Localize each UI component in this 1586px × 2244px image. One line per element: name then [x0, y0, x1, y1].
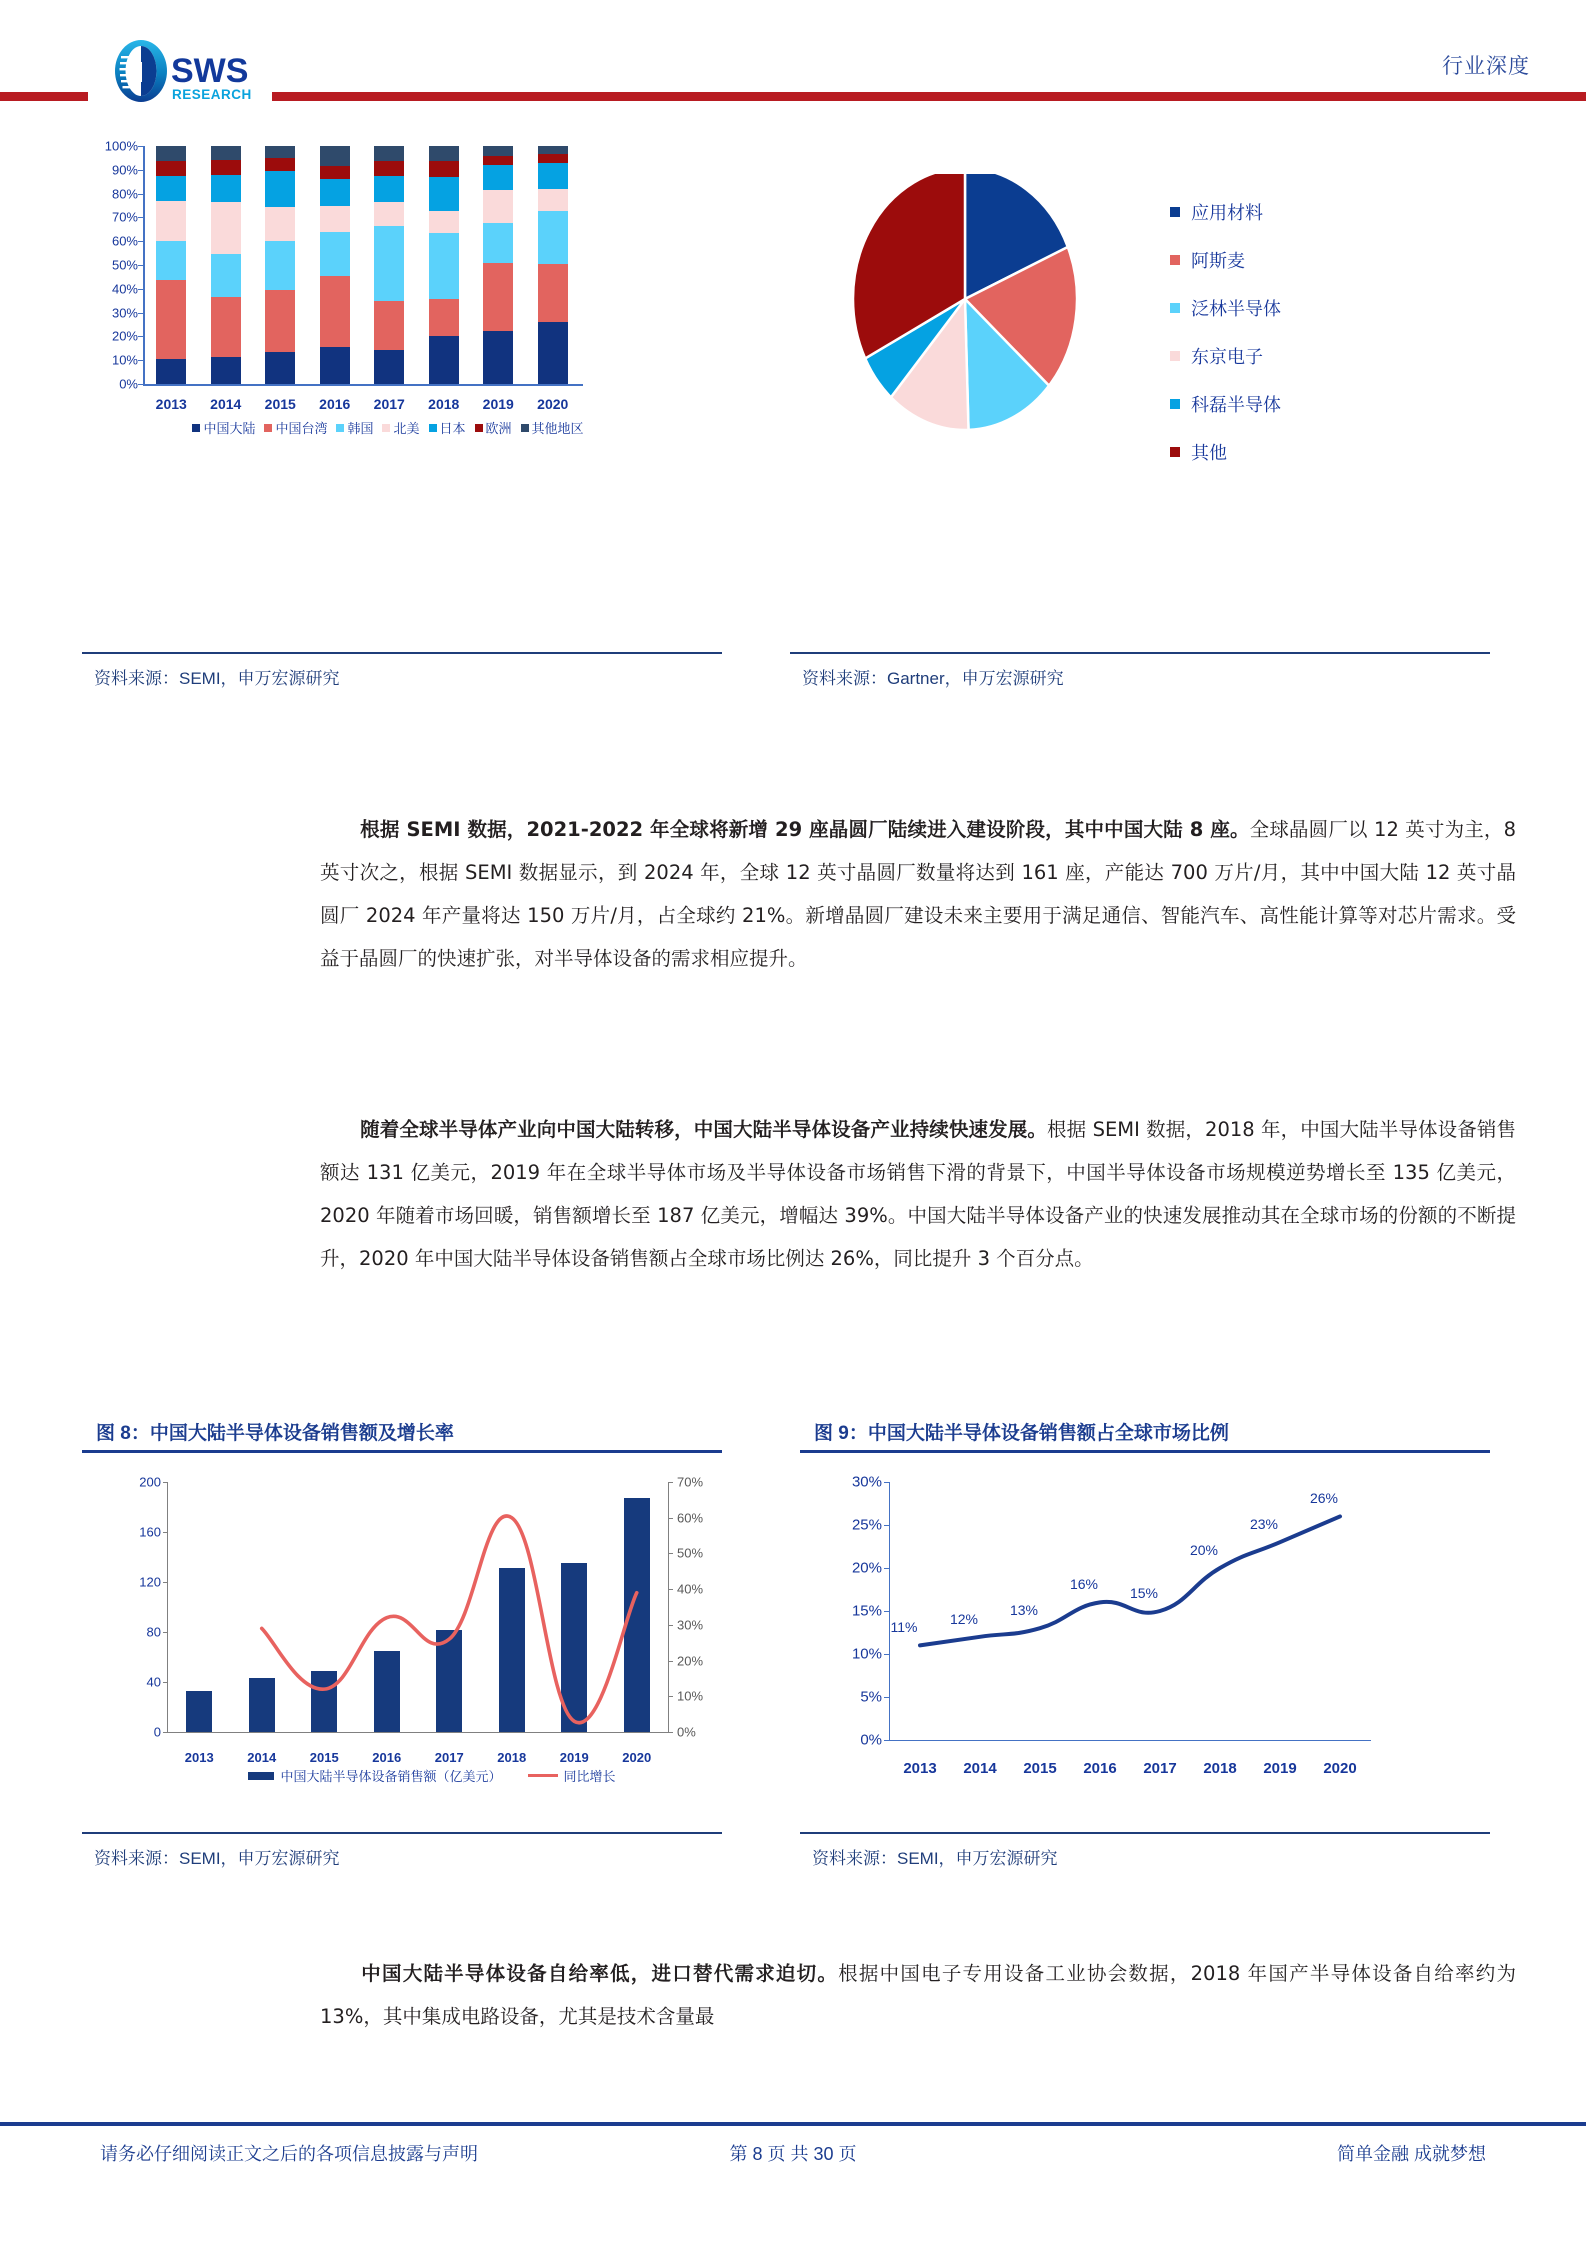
- legend-label: 欧洲: [485, 421, 512, 436]
- y-tick-label: 30%: [851, 1473, 882, 1491]
- figure9-chart: [800, 1470, 1500, 1810]
- stacked-bar-segment: [374, 161, 404, 176]
- figure6-source-rule: [82, 652, 722, 654]
- stacked-bar-segment: [538, 322, 568, 384]
- figure9-plot-area: [851, 1473, 1370, 1777]
- y-tick-mark: [138, 146, 144, 147]
- figure8-heading-rule: [82, 1450, 722, 1453]
- x-tick-label: 2015: [264, 396, 296, 412]
- figure8-source-rule: [82, 1832, 722, 1834]
- data-point-label: 12%: [949, 1610, 979, 1627]
- stacked-bar-segment: [320, 206, 350, 232]
- header-rule-left: [0, 92, 88, 101]
- stacked-bar-segment: [429, 211, 459, 233]
- x-tick-label: 2019: [482, 396, 514, 412]
- stacked-bar-segment: [538, 163, 568, 189]
- legend-swatch-icon: [1170, 399, 1180, 409]
- legend-label: 应用材料: [1191, 203, 1263, 223]
- legend-swatch-icon: [429, 424, 437, 432]
- growth-line-layer: [168, 1482, 668, 1732]
- y-tick-label: 50%: [111, 257, 138, 273]
- figure7-source: 资料来源：Gartner，申万宏源研究: [802, 669, 1064, 688]
- stacked-bar-segment: [156, 280, 186, 359]
- x-tick-label: 2018: [497, 1750, 527, 1765]
- y-tick-mark: [138, 360, 144, 361]
- legend-swatch-icon: [475, 424, 483, 432]
- legend-item: [1170, 332, 1281, 380]
- figure9-heading: 图 9：中国大陆半导体设备销售额占全球市场比例: [814, 1423, 1229, 1444]
- y-tick-label: 60%: [111, 233, 138, 249]
- legend-item: [1170, 380, 1281, 428]
- x-tick-label: 2017: [373, 396, 405, 412]
- stacked-bar-segment: [265, 290, 295, 353]
- stacked-bar-segment: [483, 190, 513, 223]
- body-paragraph-1: [320, 808, 1516, 980]
- legend-label: 其他地区: [531, 421, 584, 436]
- stacked-bar-segment: [265, 207, 295, 241]
- stacked-bar-segment: [374, 176, 404, 202]
- paragraph-2-lead: 随着全球半导体产业向中国大陆转移，中国大陆半导体设备产业持续快速发展。: [360, 1118, 1047, 1141]
- y-tick-mark: [884, 1740, 890, 1741]
- figure8-secondary-y-axis: [668, 1482, 669, 1732]
- stacked-bar-segment: [538, 189, 568, 211]
- legend-swatch-icon: [1170, 447, 1180, 457]
- stacked-bar-segment: [211, 202, 241, 254]
- legend-item: [475, 418, 512, 437]
- stacked-bar-segment: [156, 146, 186, 161]
- legend-swatch-icon: [382, 424, 390, 432]
- stacked-bar-segment: [211, 357, 241, 384]
- svg-text:SWS: SWS: [171, 52, 249, 90]
- stacked-bar-segment: [483, 331, 513, 384]
- figure9-heading-rule: [800, 1450, 1490, 1453]
- y-tick-mark: [138, 336, 144, 337]
- pie-chart-legend: [1170, 188, 1281, 476]
- body-paragraph-2: [320, 1108, 1516, 1280]
- x-tick-label: 2016: [372, 1750, 402, 1765]
- stacked-bar-segment: [156, 201, 186, 241]
- secondary-y-tick-label: 0%: [677, 1724, 696, 1740]
- x-tick-label: 2016: [319, 396, 351, 412]
- secondary-y-tick-label: 40%: [677, 1581, 704, 1597]
- header-title: 行业深度: [1442, 55, 1530, 78]
- legend-item: [429, 418, 466, 437]
- legend-item: [1170, 284, 1281, 332]
- y-tick-label: 0%: [119, 376, 138, 392]
- data-point-label: 20%: [1189, 1542, 1219, 1558]
- legend-swatch-icon: [1170, 255, 1180, 265]
- stacked-bar-segment: [429, 299, 459, 336]
- paragraph-2-text: 根据 SEMI 数据，2018 年，中国大陆半导体设备销售额达 131 亿美元，2019 年在全球半导体市场及半导体设备市场销售下滑的背景下，中国半导体设备市场规模逆势增长至 135 亿美元，2020 年随着市场回暖，销售额增长至 187 亿美元，增幅达 39%。中国大陆半导体设备产业的快速发展推动其在全球市场的份额的不断提升，2020 年中国大陆半导体设备销售额占全球市场比例达 26%，同比提升 3 个百分点。: [320, 1118, 1516, 1270]
- y-tick-label: 40%: [111, 281, 138, 297]
- y-tick-label: 40: [146, 1674, 161, 1690]
- stacked-bar-segment: [374, 146, 404, 161]
- footer-page-number: 第 8 页 共 30 页: [729, 2144, 857, 2164]
- stacked-bar-segment: [265, 241, 295, 290]
- y-tick-mark: [138, 217, 144, 218]
- stacked-bar-segment: [538, 146, 568, 154]
- svg-text:RESEARCH: RESEARCH: [172, 87, 252, 102]
- secondary-y-tick-mark: [668, 1661, 673, 1662]
- legend-label: 日本: [439, 421, 466, 436]
- x-tick-label: 2019: [559, 1750, 589, 1765]
- stacked-bar-segment: [320, 166, 350, 179]
- paragraph-1-text: 全球晶圆厂以 12 英寸为主，8 英寸次之，根据 SEMI 数据显示，到 2024 年，全球 12 英寸晶圆厂数量将达到 161 座，产能达 700 万片/月，其中中国大陆 12 英寸晶圆厂 2024 年产量将达 150 万片/月，占全球约 21%。新增晶圆厂建设未来主要用于满足通信、智能汽车、高性能计算等对芯片需求。受益于晶圆厂的快速扩张，对半导体设备的需求相应提升。: [320, 818, 1516, 970]
- legend-item: [521, 418, 584, 437]
- stacked-bar-segment: [429, 233, 459, 298]
- secondary-y-tick-label: 70%: [677, 1474, 704, 1490]
- legend-label: 中国台湾: [275, 421, 328, 436]
- figure9-source-rule: [800, 1832, 1490, 1834]
- y-tick-label: 10%: [111, 352, 138, 368]
- y-tick-mark: [138, 384, 144, 385]
- y-tick-mark: [163, 1732, 168, 1733]
- y-tick-label: 120: [139, 1574, 161, 1590]
- stacked-bar-segment: [265, 158, 295, 171]
- stacked-bar-segment: [374, 301, 404, 350]
- x-tick-label: 2017: [434, 1750, 464, 1765]
- secondary-y-tick-label: 50%: [677, 1545, 704, 1561]
- legend-swatch-icon: [192, 424, 200, 432]
- secondary-y-tick-label: 20%: [677, 1653, 704, 1669]
- stacked-bar-segment: [374, 202, 404, 227]
- x-tick-label: 2014: [247, 1750, 277, 1765]
- legend-label: 中国大陆: [203, 421, 256, 436]
- figure8-legend: [152, 1766, 712, 1785]
- stacked-bar-segment: [483, 263, 513, 331]
- figure8-source: 资料来源：SEMI，申万宏源研究: [94, 1849, 340, 1868]
- x-tick-label: 2019: [1263, 1760, 1297, 1777]
- footer-slogan: 简单金融 成就梦想: [1336, 2144, 1486, 2164]
- data-point-label: 15%: [1129, 1585, 1159, 1601]
- stacked-bar-segment: [538, 211, 568, 264]
- x-tick-label: 2016: [1083, 1760, 1117, 1777]
- legend-swatch-icon: [1170, 351, 1180, 361]
- y-tick-label: 30%: [111, 305, 138, 321]
- x-tick-label: 2015: [1023, 1760, 1057, 1777]
- y-tick-label: 70%: [111, 209, 138, 225]
- x-axis-line: [143, 384, 583, 386]
- stacked-bar-segment: [483, 165, 513, 190]
- y-tick-mark: [138, 313, 144, 314]
- stacked-bar-segment: [156, 176, 186, 201]
- x-tick-label: 2018: [1203, 1760, 1237, 1777]
- legend-item: [248, 1766, 501, 1785]
- y-tick-label: 80%: [111, 186, 138, 202]
- legend-label: 韩国: [347, 421, 374, 436]
- stacked-bar-segment: [483, 146, 513, 156]
- x-tick-label: 2017: [1143, 1760, 1177, 1777]
- data-point-label: 26%: [1309, 1490, 1339, 1507]
- stacked-bar-segment: [429, 146, 459, 161]
- stacked-bar-segment: [320, 347, 350, 384]
- secondary-y-tick-mark: [668, 1732, 673, 1733]
- legend-swatch-icon: [1170, 303, 1180, 313]
- stacked-bar-segment: [429, 336, 459, 384]
- stacked-bar-segment: [320, 232, 350, 277]
- x-tick-label: 2015: [309, 1750, 339, 1765]
- legend-swatch-icon: [248, 1772, 274, 1780]
- x-tick-label: 2020: [537, 396, 569, 412]
- figure9-source: 资料来源：SEMI，申万宏源研究: [812, 1849, 1058, 1868]
- legend-label: 泛林半导体: [1191, 299, 1281, 319]
- legend-item: [528, 1766, 616, 1785]
- y-tick-mark: [138, 265, 144, 266]
- stacked-bar-segment: [211, 160, 241, 175]
- x-tick-label: 2013: [184, 1750, 214, 1765]
- x-tick-label: 2014: [963, 1760, 997, 1777]
- stacked-bar-segment: [211, 254, 241, 297]
- header-rule-right: [272, 92, 1586, 101]
- y-tick-label: 5%: [860, 1688, 882, 1706]
- figure-vendor-share-pie: [790, 150, 1490, 463]
- legend-swatch-icon: [521, 424, 529, 432]
- stacked-bar-segment: [265, 146, 295, 158]
- secondary-y-tick-mark: [668, 1553, 673, 1554]
- secondary-y-tick-mark: [668, 1518, 673, 1519]
- stacked-bar-segment: [156, 161, 186, 175]
- legend-item: [1170, 236, 1281, 284]
- legend-label: 中国大陆半导体设备销售额（亿美元）: [280, 1769, 502, 1784]
- stacked-bar-segment: [211, 175, 241, 202]
- stacked-bar-segment: [429, 161, 459, 176]
- y-tick-label: 160: [139, 1524, 161, 1540]
- stacked-bar-segment: [265, 352, 295, 384]
- page-header: [0, 0, 1586, 140]
- legend-swatch-icon: [528, 1774, 558, 1777]
- y-tick-mark: [138, 241, 144, 242]
- y-tick-label: 25%: [851, 1516, 882, 1534]
- secondary-y-tick-label: 30%: [677, 1617, 704, 1633]
- y-tick-label: 100%: [104, 138, 138, 154]
- footer-disclaimer: 请务必仔细阅读正文之后的各项信息披露与声明: [100, 2144, 478, 2164]
- stacked-bar-segment: [265, 171, 295, 207]
- share-line: [920, 1516, 1340, 1645]
- stacked-bar-segment: [429, 177, 459, 212]
- legend-item: [264, 418, 327, 437]
- figure8-x-axis: [167, 1732, 669, 1733]
- paragraph-3-text: 根据中国电子专用设备工业协会数据，2018 年国产半导体设备自给率约为 13%，其中集成电路设备，尤其是技术含量最: [320, 1962, 1516, 2028]
- legend-swatch-icon: [1170, 207, 1180, 217]
- secondary-y-tick-label: 60%: [677, 1510, 704, 1526]
- stacked-bar-segment: [483, 223, 513, 263]
- legend-label: 东京电子: [1191, 347, 1263, 367]
- figure-stacked-bar-region-share: [82, 140, 722, 460]
- stacked-bar-segment: [320, 146, 350, 166]
- stacked-bar-segment: [320, 179, 350, 206]
- y-tick-label: 0%: [860, 1731, 882, 1749]
- secondary-y-tick-label: 10%: [677, 1688, 704, 1704]
- stacked-bar-segment: [538, 264, 568, 322]
- paragraph-3-lead: 中国大陆半导体设备自给率低，进口替代需求迫切。: [360, 1962, 839, 1985]
- footer-rule: [0, 2122, 1586, 2126]
- data-point-label: 16%: [1069, 1576, 1099, 1593]
- data-point-label: 13%: [1009, 1602, 1039, 1619]
- secondary-y-tick-mark: [668, 1625, 673, 1626]
- y-tick-mark: [138, 170, 144, 171]
- x-tick-label: 2020: [1323, 1760, 1357, 1777]
- legend-label: 科磊半导体: [1191, 395, 1281, 415]
- legend-swatch-icon: [264, 424, 272, 432]
- stacked-bar-segment: [211, 297, 241, 357]
- secondary-y-tick-mark: [668, 1589, 673, 1590]
- stacked-bar-segment: [211, 146, 241, 160]
- secondary-y-tick-mark: [668, 1482, 673, 1483]
- body-paragraph-3: [320, 1952, 1516, 2038]
- stacked-bar-plot-area: [104, 138, 580, 412]
- x-tick-label: 2014: [210, 396, 242, 412]
- x-tick-label: 2013: [903, 1760, 937, 1777]
- legend-item: [336, 418, 373, 437]
- stacked-bar-segment: [538, 154, 568, 164]
- secondary-y-tick-mark: [668, 1696, 673, 1697]
- y-tick-mark: [138, 289, 144, 290]
- legend-label: 北美: [393, 421, 420, 436]
- stacked-bar-segment: [156, 241, 186, 280]
- y-tick-label: 20%: [111, 328, 138, 344]
- x-tick-label: 2013: [155, 396, 187, 412]
- legend-label: 其他: [1191, 443, 1227, 463]
- stacked-bar-segment: [374, 226, 404, 301]
- y-tick-label: 80: [146, 1624, 161, 1640]
- sws-research-logo: [108, 38, 278, 104]
- figure9-x-axis: [889, 1740, 1371, 1741]
- figure8-chart: [82, 1470, 782, 1810]
- stacked-bar-legend: [138, 418, 638, 437]
- stacked-bar-segment: [483, 156, 513, 166]
- x-tick-label: 2020: [622, 1750, 652, 1765]
- legend-swatch-icon: [336, 424, 344, 432]
- stacked-bar-segment: [320, 276, 350, 347]
- legend-item: [382, 418, 419, 437]
- legend-item: [192, 418, 255, 437]
- legend-label: 同比增长: [563, 1769, 616, 1784]
- pie-chart-graphic: [840, 174, 1100, 447]
- data-point-label: 23%: [1249, 1516, 1279, 1533]
- figure7-source-rule: [790, 652, 1490, 654]
- growth-line: [262, 1516, 637, 1723]
- y-tick-label: 10%: [851, 1645, 882, 1663]
- y-tick-label: 15%: [851, 1602, 882, 1620]
- legend-item: [1170, 428, 1281, 476]
- figure8-heading: 图 8：中国大陆半导体设备销售额及增长率: [96, 1423, 454, 1444]
- stacked-bar-segment: [374, 350, 404, 384]
- paragraph-1-lead: 根据 SEMI 数据，2021-2022 年全球将新增 29 座晶圆厂陆续进入建设阶段，其中中国大陆 8 座。: [360, 818, 1250, 841]
- y-tick-label: 90%: [111, 162, 138, 178]
- figure6-source: 资料来源：SEMI，申万宏源研究: [94, 669, 340, 688]
- y-tick-mark: [138, 194, 144, 195]
- y-tick-label: 20%: [851, 1559, 882, 1577]
- stacked-bar-segment: [156, 359, 186, 384]
- figure8-plot-area: [139, 1474, 704, 1765]
- data-point-label: 11%: [890, 1619, 918, 1636]
- legend-item: [1170, 188, 1281, 236]
- y-tick-label: 200: [139, 1474, 161, 1490]
- y-tick-label: 0: [153, 1724, 161, 1740]
- legend-label: 阿斯麦: [1191, 251, 1245, 271]
- x-tick-label: 2018: [428, 396, 460, 412]
